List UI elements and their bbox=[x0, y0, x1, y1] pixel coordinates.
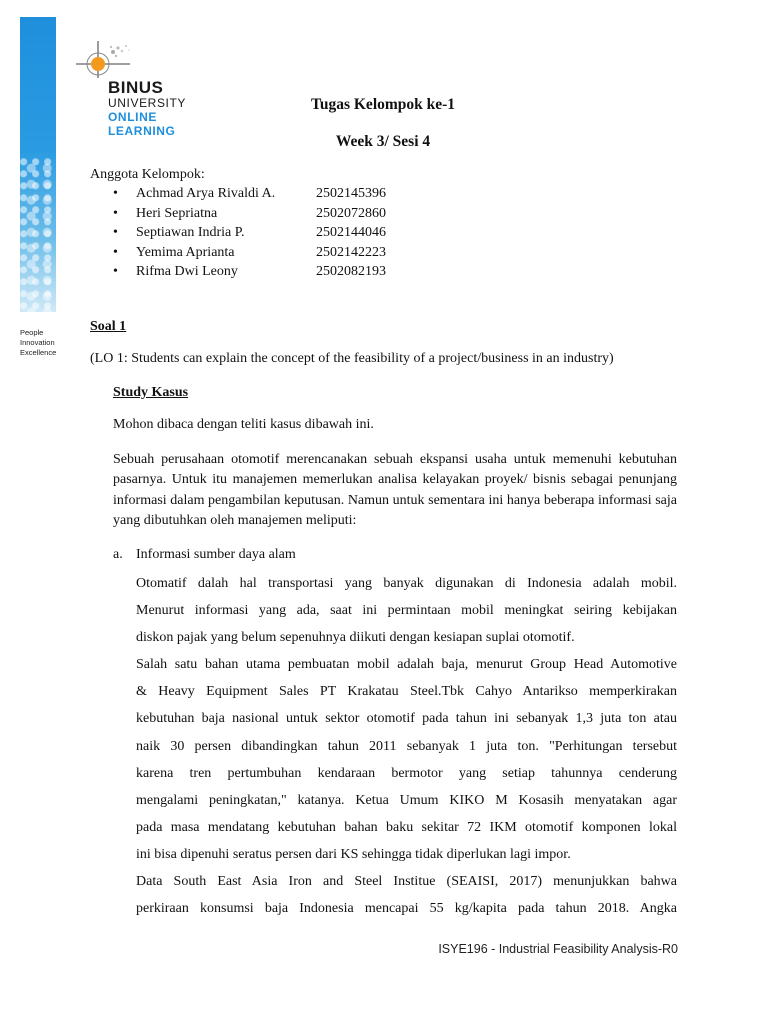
body-line: ini bisa dipenuhi seratus persen dari KS sehingga tidak diperlukan lagi impor. bbox=[136, 846, 571, 862]
bullet-icon: • bbox=[113, 225, 118, 240]
tagline-line: People bbox=[20, 328, 44, 337]
binus-logo-mark-icon bbox=[72, 38, 134, 82]
brand-side-bar bbox=[20, 17, 56, 312]
page-footer: ISYE196 - Industrial Feasibility Analysis-R0 bbox=[438, 942, 678, 956]
item-a-body bbox=[136, 570, 677, 922]
binus-logo bbox=[70, 38, 190, 140]
body-line: karena tren pertumbuhan kendaraan bermotor yang setiap tahunnya cenderung bbox=[136, 765, 677, 781]
body-line: Data South East Asia Iron and Steel Institue (SEAISI, 2017) menunjukkan bahwa bbox=[136, 874, 677, 890]
intro-paragraph: Sebuah perusahaan otomotif merencanakan sebuah ekspansi usaha untuk memenuhi kebutuhan pasarnya. Untuk itu manajemen memerlukan analisa kelayakan proyek/ bisnis sebagai penunjang informasi dalam pengambilan keputusan. Namun untuk sementara ini hanya beberapa informasi saja yang dibutuhkan oleh manajemen meliputi: bbox=[113, 452, 677, 528]
soal-heading: Soal 1 bbox=[90, 319, 127, 334]
body-line: diskon pajak yang belum sepenuhnya diikuti dengan kesiapan suplai otomotif. bbox=[136, 630, 575, 646]
member-nim: 2502072860 bbox=[316, 205, 386, 221]
bullet-icon: • bbox=[113, 244, 118, 260]
body-line: naik 30 persen dibandingkan tahun 2011 sebanyak 1 juta ton. "Perhitungan tersebut bbox=[136, 738, 677, 754]
document-subtitle: Week 3/ Sesi 4 bbox=[335, 133, 431, 150]
members-label: Anggota Kelompok: bbox=[90, 167, 205, 182]
body-line: Salah satu bahan utama pembuatan mobil adalah baja, menurut Group Head Automotive bbox=[136, 657, 677, 673]
member-name: Septiawan Indria P. bbox=[136, 225, 245, 240]
bullet-icon: • bbox=[113, 205, 118, 221]
body-line: kebutuhan baja nasional untuk sektor otomotif pada tahun ini sebanyak 1,3 juta ton atau bbox=[136, 711, 677, 727]
list-marker: a. bbox=[113, 547, 123, 562]
tagline bbox=[20, 328, 56, 358]
bullet-icon: • bbox=[113, 264, 118, 279]
body-line: perkiraan konsumsi baja Indonesia mencapai 55 kg/kapita pada tahun 2018. Angka bbox=[136, 901, 677, 917]
body-line: Otomatif dalah hal transportasi yang banyak digunakan di Indonesia adalah mobil. bbox=[136, 576, 677, 591]
learning-outcome: (LO 1: Students can explain the concept of the feasibility of a project/business in an industry) bbox=[90, 351, 614, 366]
logo-online-text: ONLINE bbox=[108, 110, 157, 124]
body-line: Menurut informasi yang ada, saat ini permintaan mobil meningkat seiring kebijakan bbox=[136, 603, 677, 619]
body-line: mengalami peningkatan," katanya. Ketua Umum KIKO M Kosasih menyatakan agar bbox=[136, 792, 677, 808]
logo-brand-text: BINUS bbox=[108, 78, 164, 97]
instruction-text: Mohon dibaca dengan teliti kasus dibawah ini. bbox=[113, 417, 374, 432]
logo-learning-text: LEARNING bbox=[108, 124, 176, 138]
member-nim: 2502082193 bbox=[316, 264, 386, 279]
document-title: Tugas Kelompok ke-1 bbox=[310, 96, 456, 113]
tagline-line: Excellence bbox=[20, 348, 57, 357]
logo-university-text: UNIVERSITY bbox=[108, 96, 187, 110]
tagline-line: Innovation bbox=[20, 338, 55, 347]
body-line: & Heavy Equipment Sales PT Krakatau Steel.Tbk Cahyo Antarikso memperkirakan bbox=[136, 684, 677, 700]
member-nim: 2502144046 bbox=[316, 225, 386, 240]
member-nim: 2502142223 bbox=[316, 244, 386, 260]
list-item-title: Informasi sumber daya alam bbox=[136, 547, 296, 562]
brand-pattern bbox=[20, 157, 56, 312]
member-name: Achmad Arya Rivaldi A. bbox=[136, 186, 276, 201]
member-name: Heri Sepriatna bbox=[136, 205, 218, 221]
member-name: Rifma Dwi Leony bbox=[136, 264, 238, 279]
member-nim: 2502145396 bbox=[316, 186, 386, 201]
bullet-icon: • bbox=[113, 186, 118, 201]
study-case-heading: Study Kasus bbox=[113, 385, 189, 400]
member-name: Yemima Aprianta bbox=[136, 244, 235, 260]
body-line: pada masa mendatang kebutuhan bahan baku sekitar 72 IKM otomotif komponen lokal bbox=[136, 819, 677, 835]
